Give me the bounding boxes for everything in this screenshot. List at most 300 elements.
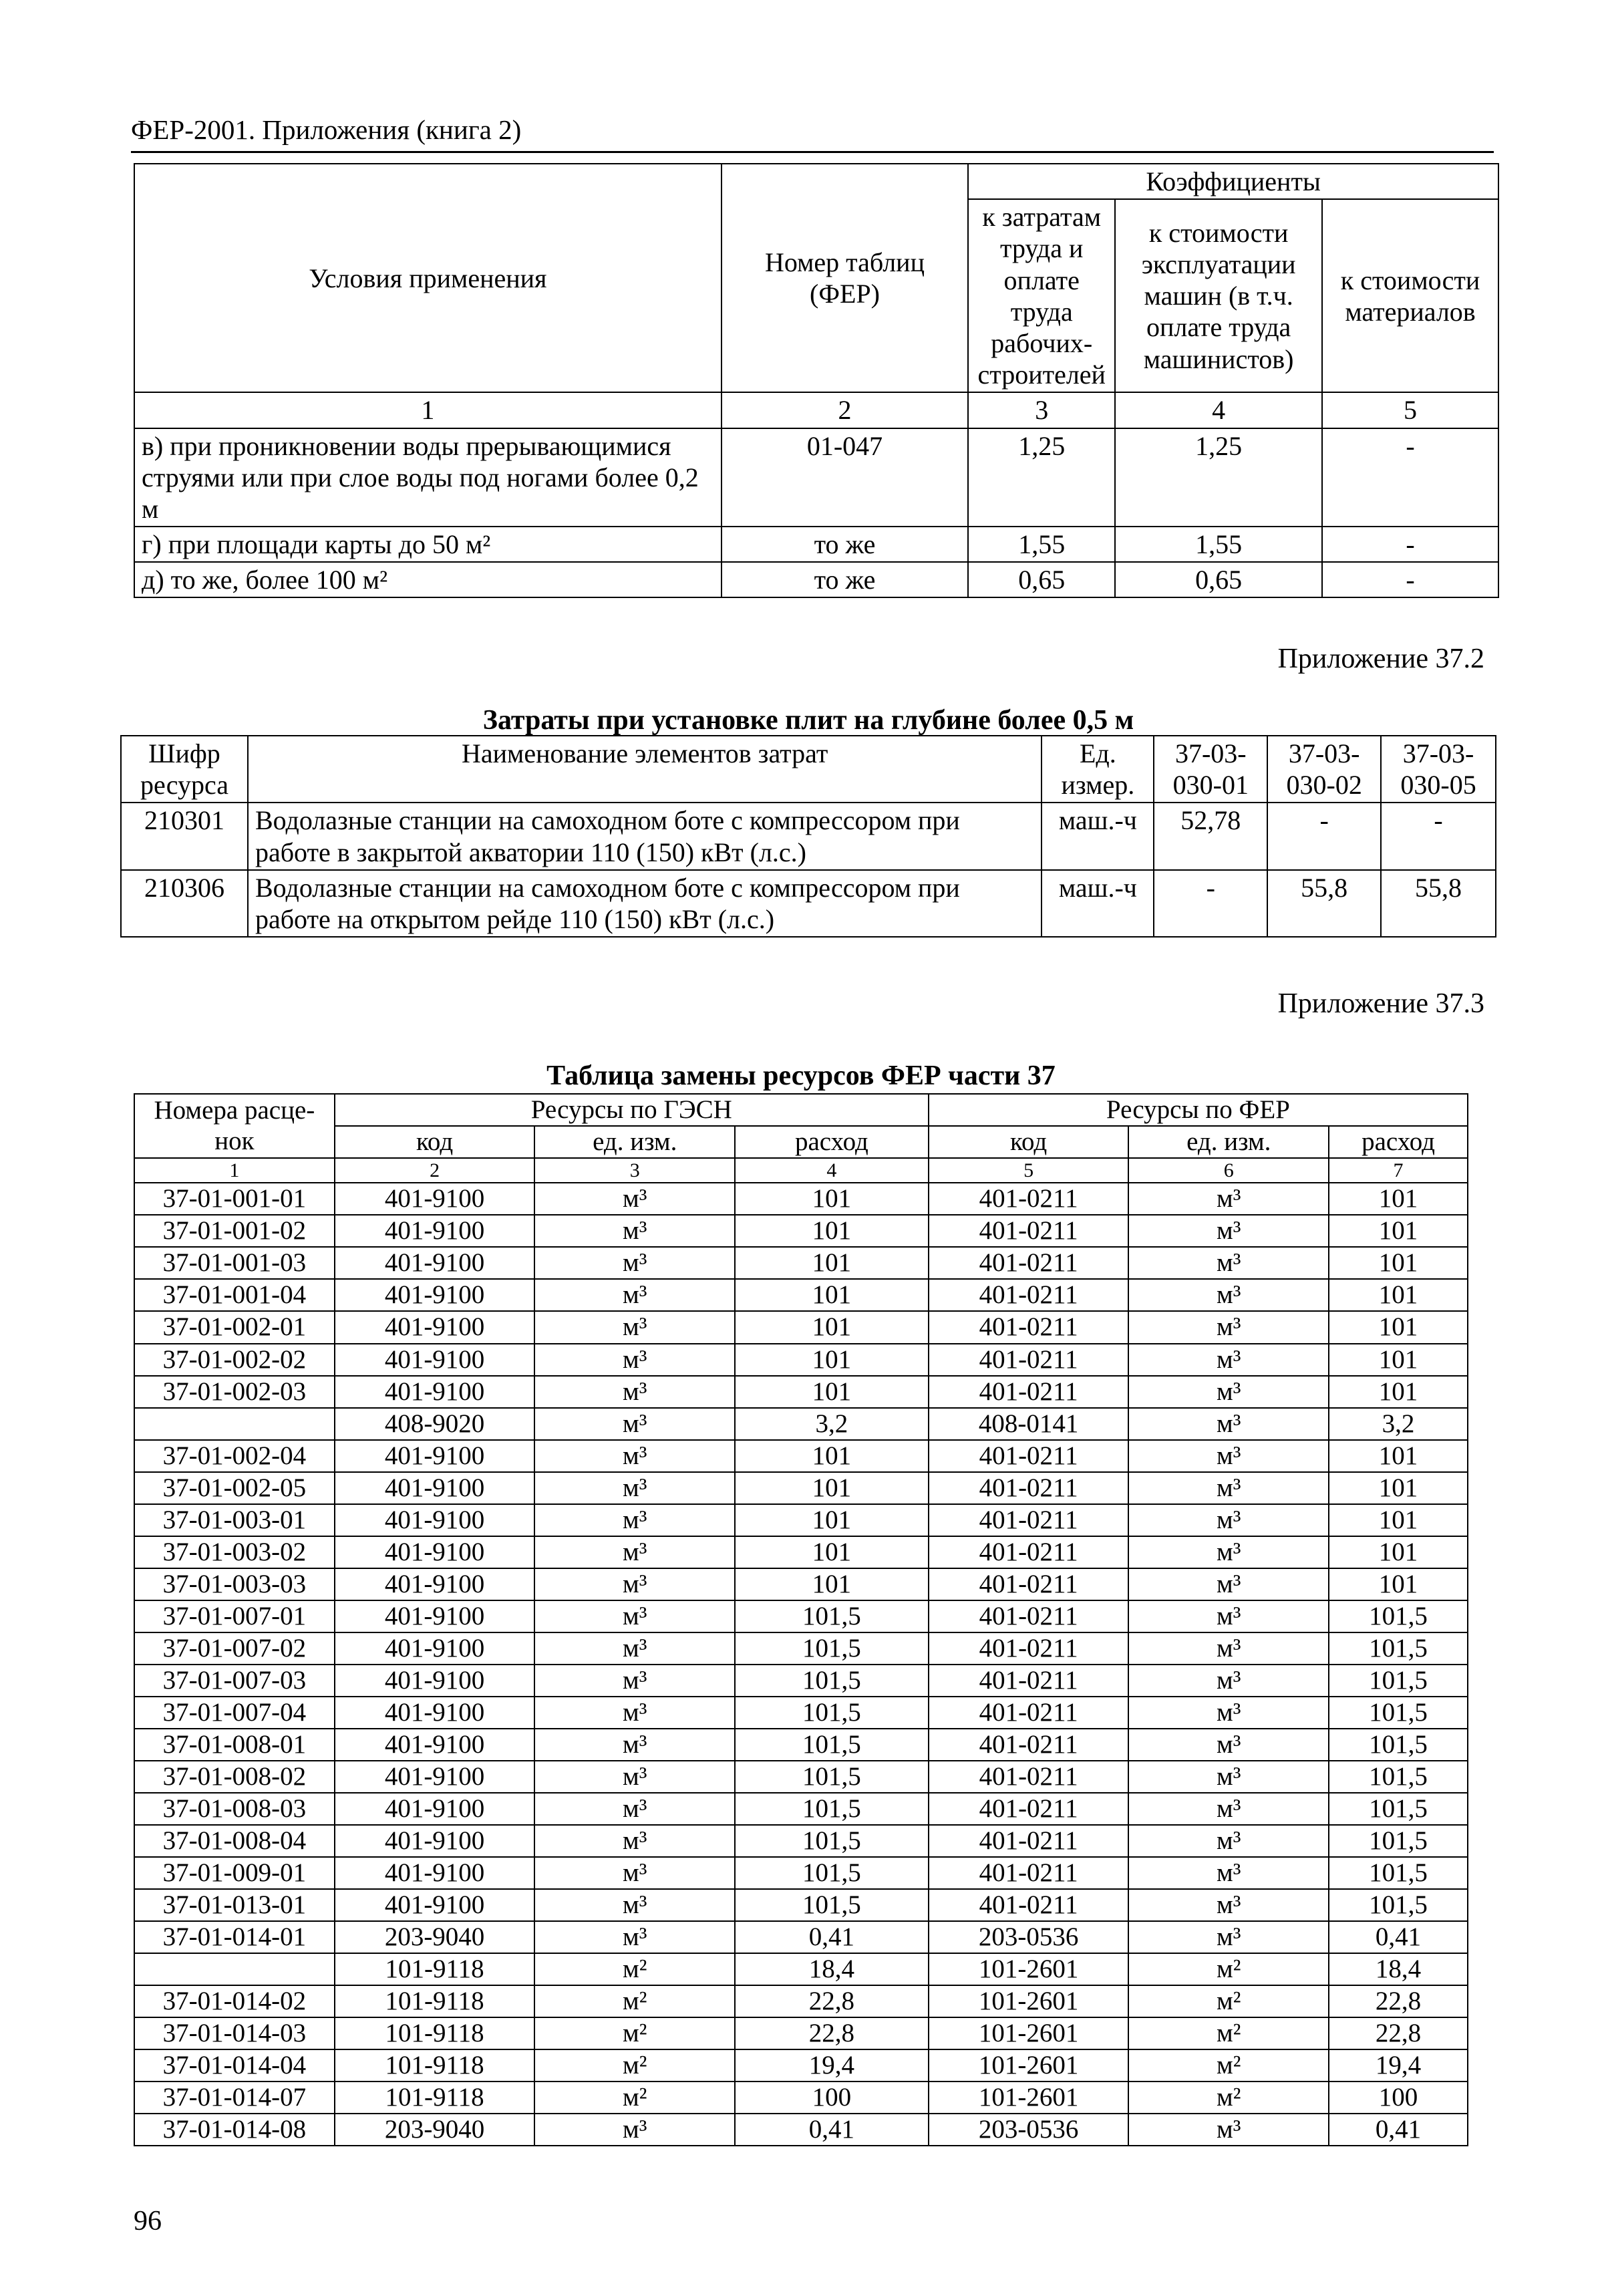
fer-unit-cell: м³ <box>1128 1793 1329 1825</box>
gesn-amount-cell: 0,41 <box>735 1921 929 1953</box>
fer-unit-cell: м³ <box>1128 1665 1329 1697</box>
rate-number-cell: 37-01-014-08 <box>134 2114 335 2146</box>
gesn-unit-cell: м³ <box>534 1632 735 1665</box>
fer-code-cell: 401-0211 <box>929 1344 1129 1376</box>
materials-coef-cell: - <box>1322 527 1498 562</box>
gesn-amount-cell: 101 <box>735 1376 929 1408</box>
gesn-amount-cell: 101,5 <box>735 1857 929 1889</box>
header-fer-resources: Ресурсы по ФЕР <box>929 1094 1468 1126</box>
column-number: 1 <box>134 1158 335 1183</box>
unit-cell: маш.-ч <box>1042 870 1154 937</box>
gesn-amount-cell: 101,5 <box>735 1665 929 1697</box>
fer-code-cell: 401-0211 <box>929 1376 1129 1408</box>
fer-amount-cell: 101 <box>1329 1376 1468 1408</box>
gesn-code-cell: 408-9020 <box>335 1408 535 1440</box>
gesn-code-cell: 401-9100 <box>335 1600 535 1632</box>
gesn-unit-cell: м³ <box>534 1311 735 1343</box>
fer-amount-cell: 101,5 <box>1329 1761 1468 1793</box>
gesn-unit-cell: м² <box>534 1953 735 1985</box>
gesn-code-cell: 401-9100 <box>335 1697 535 1729</box>
rate-number-cell: 37-01-007-02 <box>134 1632 335 1665</box>
header-cost-elements: Наименование элементов затрат <box>248 736 1042 803</box>
gesn-code-cell: 401-9100 <box>335 1311 535 1343</box>
gesn-amount-cell: 22,8 <box>735 1985 929 2017</box>
fer-amount-cell: 22,8 <box>1329 2017 1468 2049</box>
rate-value-cell: - <box>1154 870 1267 937</box>
rate-number-cell: 37-01-007-01 <box>134 1600 335 1632</box>
fer-unit-cell: м³ <box>1128 1376 1329 1408</box>
table-row <box>134 428 1498 527</box>
fer-amount-cell: 101 <box>1329 1215 1468 1247</box>
gesn-unit-cell: м³ <box>534 1825 735 1857</box>
rate-number-cell: 37-01-001-01 <box>134 1183 335 1215</box>
fer-code-cell: 203-0536 <box>929 1921 1129 1953</box>
table-row <box>134 1921 1468 1953</box>
fer-amount-cell: 101 <box>1329 1536 1468 1568</box>
fer-amount-cell: 101 <box>1329 1183 1468 1215</box>
gesn-unit-cell: м³ <box>534 1247 735 1279</box>
fer-unit-cell: м³ <box>1128 1440 1329 1472</box>
gesn-amount-cell: 101 <box>735 1311 929 1343</box>
cost-element-cell: Водолазные станции на самоходном боте с компрессором при работе на открытом рейде 110 (150) кВт (л.с.) <box>248 870 1042 937</box>
table-row <box>134 1311 1468 1343</box>
table-row <box>134 1440 1468 1472</box>
gesn-code-cell: 401-9100 <box>335 1504 535 1536</box>
rate-value-cell: 52,78 <box>1154 803 1267 869</box>
fer-amount-cell: 101,5 <box>1329 1729 1468 1761</box>
fer-unit-cell: м² <box>1128 1985 1329 2017</box>
gesn-code-cell: 401-9100 <box>335 1857 535 1889</box>
fer-unit-cell: м³ <box>1128 1504 1329 1536</box>
column-number: 5 <box>1322 392 1498 428</box>
table-row <box>134 2049 1468 2082</box>
rate-number-cell: 37-01-014-07 <box>134 2082 335 2114</box>
fer-amount-cell: 100 <box>1329 2082 1468 2114</box>
gesn-amount-cell: 101 <box>735 1504 929 1536</box>
rate-number-cell: 37-01-009-01 <box>134 1857 335 1889</box>
gesn-unit-cell: м³ <box>534 1536 735 1568</box>
gesn-unit-cell: м³ <box>534 1761 735 1793</box>
table-row <box>134 1376 1468 1408</box>
appendix-37-2-label: Приложение 37.2 <box>1277 643 1484 674</box>
fer-unit-cell: м³ <box>1128 1279 1329 1311</box>
gesn-code-cell: 401-9100 <box>335 1761 535 1793</box>
rate-number-cell: 37-01-008-03 <box>134 1793 335 1825</box>
fer-code-cell: 401-0211 <box>929 1279 1129 1311</box>
rate-number-cell: 37-01-007-04 <box>134 1697 335 1729</box>
table-number-cell: 01-047 <box>722 428 968 527</box>
gesn-amount-cell: 101,5 <box>735 1825 929 1857</box>
rate-number-cell: 37-01-001-03 <box>134 1247 335 1279</box>
gesn-unit-cell: м³ <box>534 1889 735 1921</box>
gesn-unit-cell: м³ <box>534 1921 735 1953</box>
fer-code-cell: 401-0211 <box>929 1247 1129 1279</box>
fer-code-cell: 203-0536 <box>929 2114 1129 2146</box>
fer-code-cell: 101-2601 <box>929 2082 1129 2114</box>
table-row <box>134 2017 1468 2049</box>
fer-unit-cell: м² <box>1128 1953 1329 1985</box>
gesn-code-cell: 401-9100 <box>335 1536 535 1568</box>
table-row <box>121 803 1496 869</box>
header-gesn-code: код <box>335 1126 535 1158</box>
gesn-amount-cell: 101 <box>735 1247 929 1279</box>
labor-coef-cell: 1,55 <box>968 527 1115 562</box>
table-row <box>134 2114 1468 2146</box>
table-row <box>134 562 1498 597</box>
fer-unit-cell: м² <box>1128 2082 1329 2114</box>
gesn-code-cell: 101-9118 <box>335 2082 535 2114</box>
gesn-unit-cell: м³ <box>534 1729 735 1761</box>
table-row <box>134 1729 1468 1761</box>
resource-code-cell: 210306 <box>121 870 248 937</box>
table-row <box>134 1344 1468 1376</box>
fer-code-cell: 408-0141 <box>929 1408 1129 1440</box>
rate-number-cell: 37-01-001-04 <box>134 1279 335 1311</box>
rate-number-cell: 37-01-014-03 <box>134 2017 335 2049</box>
column-number: 3 <box>968 392 1115 428</box>
costs-table <box>120 735 1496 938</box>
gesn-code-cell: 401-9100 <box>335 1665 535 1697</box>
header-machines: к стоимости эксплуатации машин (в т.ч. оплате труда машинистов) <box>1115 199 1322 392</box>
machines-coef-cell: 1,55 <box>1115 527 1322 562</box>
gesn-unit-cell: м² <box>534 1985 735 2017</box>
fer-amount-cell: 101,5 <box>1329 1857 1468 1889</box>
rate-value-cell: 55,8 <box>1381 870 1496 937</box>
gesn-amount-cell: 101,5 <box>735 1697 929 1729</box>
header-table-number: Номер таблиц (ФЕР) <box>722 164 968 392</box>
rate-number-cell: 37-01-014-01 <box>134 1921 335 1953</box>
gesn-code-cell: 101-9118 <box>335 2017 535 2049</box>
rate-number-cell <box>134 1408 335 1440</box>
gesn-unit-cell: м³ <box>534 1279 735 1311</box>
gesn-unit-cell: м³ <box>534 1793 735 1825</box>
gesn-code-cell: 203-9040 <box>335 1921 535 1953</box>
gesn-amount-cell: 101 <box>735 1536 929 1568</box>
gesn-amount-cell: 101 <box>735 1344 929 1376</box>
cost-element-cell: Водолазные станции на самоходном боте с компрессором при работе в закрытой акватории 110 (150) кВт (л.с.) <box>248 803 1042 869</box>
table-row <box>134 1632 1468 1665</box>
appendix-37-3-label: Приложение 37.3 <box>1277 988 1484 1019</box>
rate-number-cell: 37-01-002-02 <box>134 1344 335 1376</box>
fer-amount-cell: 101,5 <box>1329 1889 1468 1921</box>
fer-amount-cell: 101,5 <box>1329 1825 1468 1857</box>
table-row <box>134 1600 1468 1632</box>
fer-code-cell: 401-0211 <box>929 1472 1129 1504</box>
rate-number-cell: 37-01-008-01 <box>134 1729 335 1761</box>
rate-number-cell: 37-01-008-04 <box>134 1825 335 1857</box>
fer-code-cell: 401-0211 <box>929 1793 1129 1825</box>
rate-number-cell: 37-01-014-04 <box>134 2049 335 2082</box>
gesn-code-cell: 401-9100 <box>335 1568 535 1600</box>
fer-code-cell: 401-0211 <box>929 1889 1129 1921</box>
gesn-unit-cell: м³ <box>534 2114 735 2146</box>
gesn-amount-cell: 18,4 <box>735 1953 929 1985</box>
gesn-code-cell: 401-9100 <box>335 1793 535 1825</box>
rate-number-cell: 37-01-002-03 <box>134 1376 335 1408</box>
rate-number-cell: 37-01-007-03 <box>134 1665 335 1697</box>
table2-caption: Затраты при установке плит на глубине более 0,5 м <box>482 705 1134 736</box>
fer-amount-cell: 101,5 <box>1329 1697 1468 1729</box>
fer-amount-cell: 19,4 <box>1329 2049 1468 2082</box>
gesn-amount-cell: 101 <box>735 1568 929 1600</box>
gesn-unit-cell: м² <box>534 2017 735 2049</box>
condition-cell: д) то же, более 100 м² <box>134 562 722 597</box>
fer-unit-cell: м² <box>1128 2017 1329 2049</box>
column-number: 4 <box>1115 392 1322 428</box>
machines-coef-cell: 1,25 <box>1115 428 1322 527</box>
gesn-amount-cell: 100 <box>735 2082 929 2114</box>
header-unit: Ед. измер. <box>1042 736 1154 803</box>
column-number: 4 <box>735 1158 929 1183</box>
gesn-code-cell: 401-9100 <box>335 1183 535 1215</box>
table-row <box>134 527 1498 562</box>
condition-cell: г) при площади карты до 50 м² <box>134 527 722 562</box>
gesn-unit-cell: м² <box>534 2049 735 2082</box>
page-header: ФЕР-2001. Приложения (книга 2) <box>131 114 1494 153</box>
gesn-code-cell: 401-9100 <box>335 1889 535 1921</box>
fer-unit-cell: м³ <box>1128 1568 1329 1600</box>
gesn-amount-cell: 101,5 <box>735 1632 929 1665</box>
rate-number-cell: 37-01-002-01 <box>134 1311 335 1343</box>
fer-amount-cell: 101 <box>1329 1568 1468 1600</box>
fer-code-cell: 101-2601 <box>929 1953 1129 1985</box>
fer-code-cell: 401-0211 <box>929 1311 1129 1343</box>
rate-value-cell: - <box>1381 803 1496 869</box>
fer-amount-cell: 101,5 <box>1329 1665 1468 1697</box>
fer-amount-cell: 3,2 <box>1329 1408 1468 1440</box>
table-row <box>134 1536 1468 1568</box>
gesn-code-cell: 401-9100 <box>335 1344 535 1376</box>
table-row <box>134 1215 1468 1247</box>
gesn-code-cell: 401-9100 <box>335 1440 535 1472</box>
labor-coef-cell: 0,65 <box>968 562 1115 597</box>
gesn-unit-cell: м³ <box>534 1408 735 1440</box>
resource-code-cell: 210301 <box>121 803 248 869</box>
labor-coef-cell: 1,25 <box>968 428 1115 527</box>
gesn-code-cell: 401-9100 <box>335 1279 535 1311</box>
table-row <box>134 1247 1468 1279</box>
column-number: 6 <box>1128 1158 1329 1183</box>
header-gesn-amount: расход <box>735 1126 929 1158</box>
gesn-amount-cell: 0,41 <box>735 2114 929 2146</box>
gesn-unit-cell: м³ <box>534 1440 735 1472</box>
table-row <box>134 1889 1468 1921</box>
header-rate: 37-03-030-05 <box>1381 736 1496 803</box>
gesn-code-cell: 203-9040 <box>335 2114 535 2146</box>
gesn-amount-cell: 101 <box>735 1279 929 1311</box>
fer-code-cell: 401-0211 <box>929 1729 1129 1761</box>
gesn-code-cell: 401-9100 <box>335 1729 535 1761</box>
fer-code-cell: 401-0211 <box>929 1568 1129 1600</box>
gesn-amount-cell: 101 <box>735 1183 929 1215</box>
table-row <box>134 1953 1468 1985</box>
condition-cell: в) при проникновении воды прерывающимися струями или при слое воды под ногами более 0,2 м <box>134 428 722 527</box>
gesn-code-cell: 401-9100 <box>335 1376 535 1408</box>
fer-amount-cell: 0,41 <box>1329 2114 1468 2146</box>
machines-coef-cell: 0,65 <box>1115 562 1322 597</box>
rate-number-cell: 37-01-008-02 <box>134 1761 335 1793</box>
gesn-unit-cell: м² <box>534 2082 735 2114</box>
header-fer-code: код <box>929 1126 1129 1158</box>
header-coefficients: Коэффициенты <box>968 164 1498 199</box>
fer-code-cell: 101-2601 <box>929 2049 1129 2082</box>
rate-number-cell <box>134 1953 335 1985</box>
fer-code-cell: 401-0211 <box>929 1761 1129 1793</box>
fer-amount-cell: 101 <box>1329 1344 1468 1376</box>
table-number-cell: то же <box>722 562 968 597</box>
table-row <box>134 1472 1468 1504</box>
fer-code-cell: 401-0211 <box>929 1697 1129 1729</box>
rate-number-cell: 37-01-003-02 <box>134 1536 335 1568</box>
table-row <box>134 1985 1468 2017</box>
gesn-unit-cell: м³ <box>534 1376 735 1408</box>
gesn-amount-cell: 101 <box>735 1472 929 1504</box>
table-row <box>134 2082 1468 2114</box>
gesn-amount-cell: 19,4 <box>735 2049 929 2082</box>
header-gesn-resources: Ресурсы по ГЭСН <box>335 1094 929 1126</box>
gesn-code-cell: 101-9118 <box>335 2049 535 2082</box>
fer-unit-cell: м³ <box>1128 1889 1329 1921</box>
rate-number-cell: 37-01-002-04 <box>134 1440 335 1472</box>
header-fer-amount: расход <box>1329 1126 1468 1158</box>
fer-unit-cell: м³ <box>1128 1761 1329 1793</box>
column-number: 5 <box>929 1158 1129 1183</box>
rate-value-cell: - <box>1267 803 1381 869</box>
fer-unit-cell: м³ <box>1128 2114 1329 2146</box>
table-row <box>134 1279 1468 1311</box>
rate-number-cell: 37-01-003-03 <box>134 1568 335 1600</box>
header-rate: 37-03-030-01 <box>1154 736 1267 803</box>
table-row <box>134 1825 1468 1857</box>
fer-unit-cell: м³ <box>1128 1472 1329 1504</box>
fer-unit-cell: м³ <box>1128 1311 1329 1343</box>
column-numbers-row <box>134 1158 1468 1183</box>
gesn-code-cell: 401-9100 <box>335 1825 535 1857</box>
column-numbers-row <box>134 392 1498 428</box>
table-row <box>134 1857 1468 1889</box>
gesn-unit-cell: м³ <box>534 1472 735 1504</box>
header-rate: 37-03-030-02 <box>1267 736 1381 803</box>
fer-unit-cell: м³ <box>1128 1536 1329 1568</box>
gesn-code-cell: 401-9100 <box>335 1215 535 1247</box>
gesn-amount-cell: 101,5 <box>735 1761 929 1793</box>
table-number-cell: то же <box>722 527 968 562</box>
resource-replacement-table <box>134 1093 1468 2146</box>
fer-unit-cell: м³ <box>1128 1600 1329 1632</box>
gesn-unit-cell: м³ <box>534 1568 735 1600</box>
gesn-amount-cell: 22,8 <box>735 2017 929 2049</box>
gesn-amount-cell: 101 <box>735 1440 929 1472</box>
fer-code-cell: 401-0211 <box>929 1665 1129 1697</box>
fer-code-cell: 401-0211 <box>929 1440 1129 1472</box>
table-row <box>134 1183 1468 1215</box>
fer-code-cell: 101-2601 <box>929 1985 1129 2017</box>
fer-amount-cell: 101 <box>1329 1504 1468 1536</box>
materials-coef-cell: - <box>1322 428 1498 527</box>
gesn-amount-cell: 101,5 <box>735 1793 929 1825</box>
fer-code-cell: 401-0211 <box>929 1183 1129 1215</box>
column-number: 3 <box>534 1158 735 1183</box>
table-row <box>134 1568 1468 1600</box>
fer-unit-cell: м³ <box>1128 1825 1329 1857</box>
gesn-unit-cell: м³ <box>534 1697 735 1729</box>
rate-number-cell: 37-01-013-01 <box>134 1889 335 1921</box>
fer-unit-cell: м³ <box>1128 1344 1329 1376</box>
fer-code-cell: 401-0211 <box>929 1825 1129 1857</box>
materials-coef-cell: - <box>1322 562 1498 597</box>
gesn-code-cell: 401-9100 <box>335 1472 535 1504</box>
coefficients-table <box>134 163 1499 598</box>
gesn-unit-cell: м³ <box>534 1183 735 1215</box>
fer-amount-cell: 101 <box>1329 1279 1468 1311</box>
fer-unit-cell: м³ <box>1128 1215 1329 1247</box>
table-row <box>134 1408 1468 1440</box>
rate-number-cell: 37-01-014-02 <box>134 1985 335 2017</box>
table-row <box>134 1697 1468 1729</box>
fer-code-cell: 401-0211 <box>929 1600 1129 1632</box>
header-conditions: Условия применения <box>134 164 722 392</box>
fer-unit-cell: м³ <box>1128 1632 1329 1665</box>
header-labor: к затратам труда и оплате труда рабочих-строителей <box>968 199 1115 392</box>
fer-amount-cell: 101 <box>1329 1440 1468 1472</box>
column-number: 2 <box>722 392 968 428</box>
column-number: 7 <box>1329 1158 1468 1183</box>
header-resource-code: Шифр ресурса <box>121 736 248 803</box>
gesn-amount-cell: 3,2 <box>735 1408 929 1440</box>
fer-unit-cell: м³ <box>1128 1921 1329 1953</box>
fer-amount-cell: 101 <box>1329 1247 1468 1279</box>
fer-amount-cell: 101,5 <box>1329 1793 1468 1825</box>
fer-code-cell: 401-0211 <box>929 1857 1129 1889</box>
fer-amount-cell: 0,41 <box>1329 1921 1468 1953</box>
header-materials: к стоимости материалов <box>1322 199 1498 392</box>
fer-amount-cell: 101 <box>1329 1311 1468 1343</box>
gesn-amount-cell: 101,5 <box>735 1889 929 1921</box>
fer-amount-cell: 101 <box>1329 1472 1468 1504</box>
fer-unit-cell: м³ <box>1128 1183 1329 1215</box>
page-number: 96 <box>134 2206 162 2237</box>
header-fer-unit: ед. изм. <box>1128 1126 1329 1158</box>
gesn-unit-cell: м³ <box>534 1665 735 1697</box>
rate-number-cell: 37-01-002-05 <box>134 1472 335 1504</box>
fer-unit-cell: м³ <box>1128 1247 1329 1279</box>
gesn-amount-cell: 101,5 <box>735 1729 929 1761</box>
fer-unit-cell: м³ <box>1128 1857 1329 1889</box>
gesn-code-cell: 101-9118 <box>335 1953 535 1985</box>
gesn-unit-cell: м³ <box>534 1344 735 1376</box>
fer-code-cell: 401-0211 <box>929 1215 1129 1247</box>
rate-number-cell: 37-01-003-01 <box>134 1504 335 1536</box>
table-row <box>134 1665 1468 1697</box>
fer-amount-cell: 22,8 <box>1329 1985 1468 2017</box>
unit-cell: маш.-ч <box>1042 803 1154 869</box>
header-rate-numbers: Номера расце-нок <box>134 1094 335 1158</box>
fer-code-cell: 401-0211 <box>929 1632 1129 1665</box>
table-row <box>121 870 1496 937</box>
fer-code-cell: 101-2601 <box>929 2017 1129 2049</box>
rate-value-cell: 55,8 <box>1267 870 1381 937</box>
gesn-code-cell: 101-9118 <box>335 1985 535 2017</box>
fer-code-cell: 401-0211 <box>929 1504 1129 1536</box>
fer-amount-cell: 18,4 <box>1329 1953 1468 1985</box>
gesn-amount-cell: 101 <box>735 1215 929 1247</box>
column-number: 2 <box>335 1158 535 1183</box>
table-row <box>134 1504 1468 1536</box>
column-number: 1 <box>134 392 722 428</box>
gesn-amount-cell: 101,5 <box>735 1600 929 1632</box>
gesn-unit-cell: м³ <box>534 1600 735 1632</box>
fer-unit-cell: м³ <box>1128 1697 1329 1729</box>
